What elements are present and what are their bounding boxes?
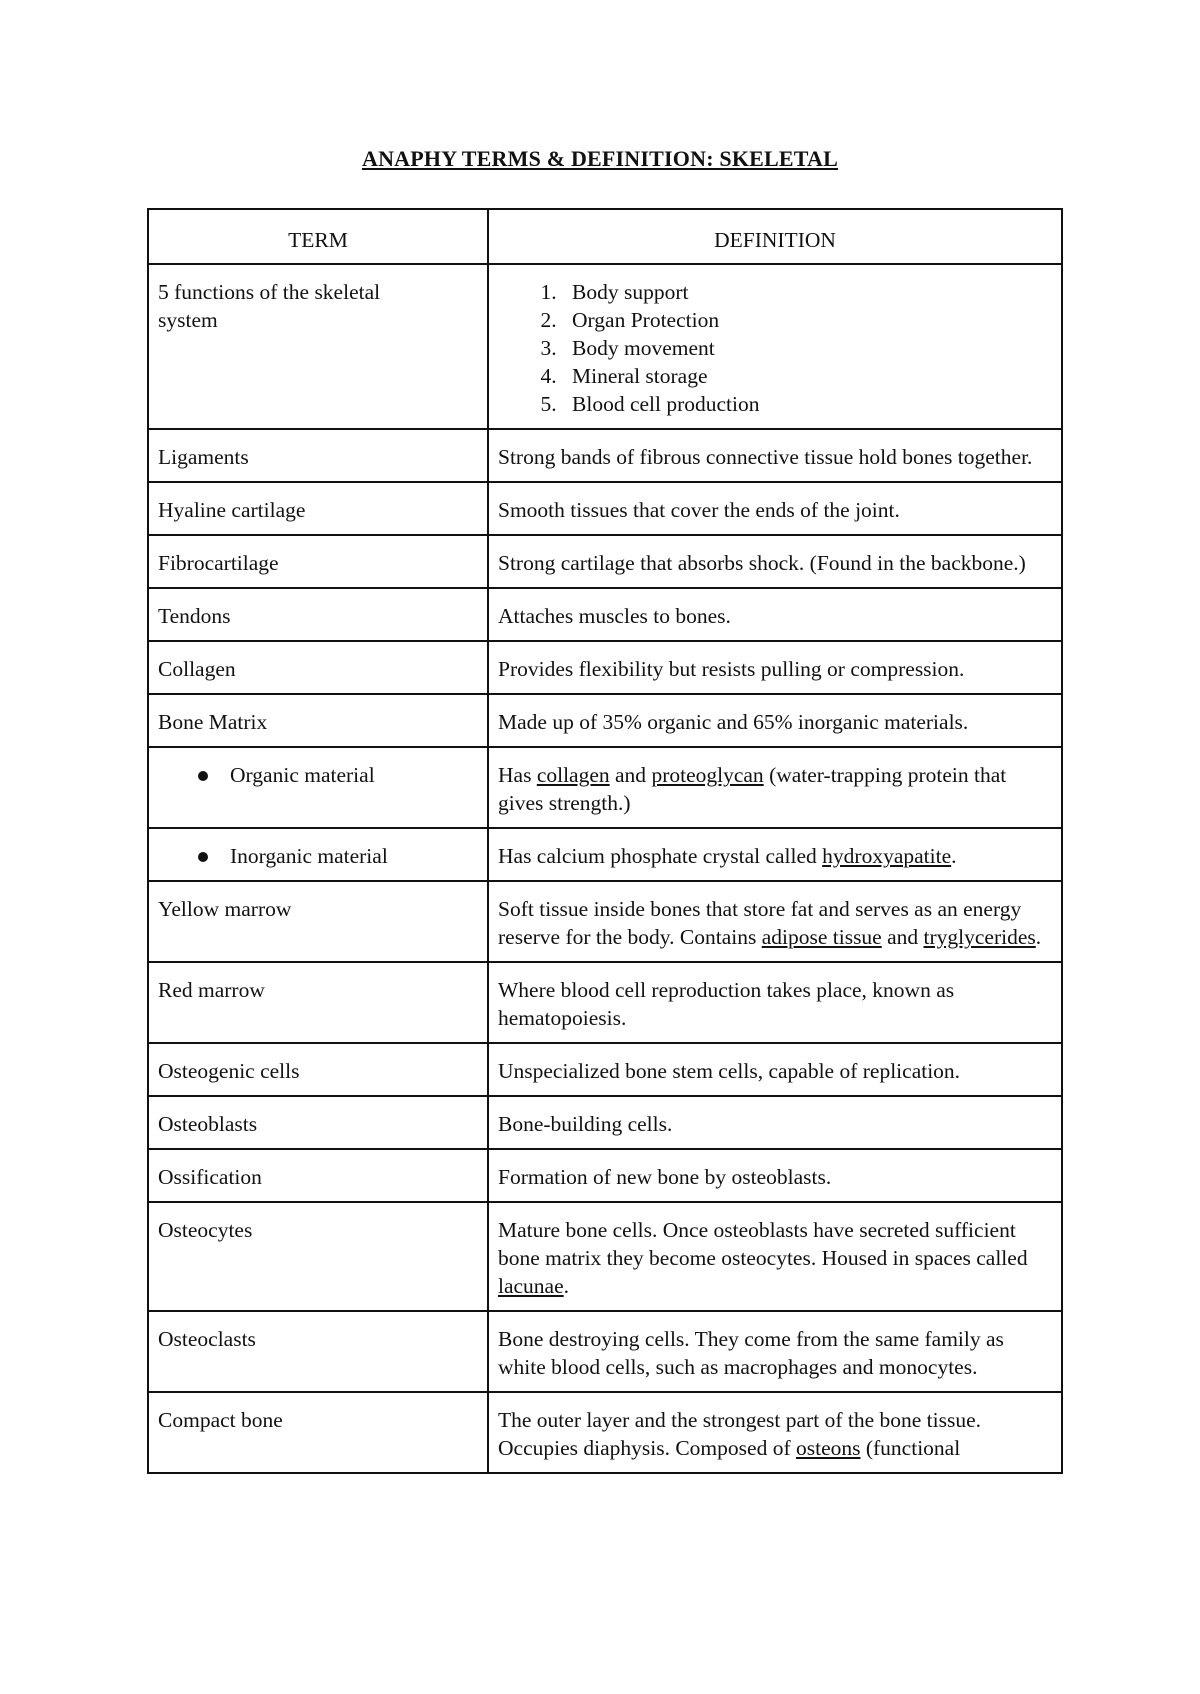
definition-cell <box>488 264 1062 429</box>
term-cell: Tendons <box>148 588 488 641</box>
term-cell: Osteocytes <box>148 1202 488 1311</box>
table-row <box>148 535 1062 588</box>
header-term: TERM <box>148 209 488 264</box>
term-cell <box>148 747 488 828</box>
table-row <box>148 482 1062 535</box>
list-item: 1. Body support <box>562 278 1052 306</box>
table-row <box>148 828 1062 881</box>
table-row <box>148 429 1062 482</box>
table-row <box>148 694 1062 747</box>
underlined-term: adipose tissue <box>761 925 882 949</box>
definition-cell: Has calcium phosphate crystal called hydroxyapatite. <box>488 828 1062 881</box>
table-row <box>148 641 1062 694</box>
term-cell: 5 functions of the skeletal system <box>148 264 488 429</box>
underlined-term: tryglycerides <box>923 925 1036 949</box>
underlined-term: proteoglycan <box>651 763 764 787</box>
table-row <box>148 1392 1062 1473</box>
list-item: 5. Blood cell production <box>562 390 1052 418</box>
table-row <box>148 264 1062 429</box>
term-cell: Osteoclasts <box>148 1311 488 1392</box>
list-item: 2. Organ Protection <box>562 306 1052 334</box>
definition-cell: Bone-building cells. <box>488 1096 1062 1149</box>
definition-cell: The outer layer and the strongest part of the bone tissue. Occupies diaphysis. Composed of osteons (functional <box>488 1392 1062 1473</box>
page-title: ANAPHY TERMS & DEFINITION: SKELETAL <box>362 146 838 171</box>
list-item: 4. Mineral storage <box>562 362 1052 390</box>
term-cell: Osteogenic cells <box>148 1043 488 1096</box>
term-cell: Fibrocartilage <box>148 535 488 588</box>
term-cell: Yellow marrow <box>148 881 488 962</box>
term-cell: Ossification <box>148 1149 488 1202</box>
definition-cell: Soft tissue inside bones that store fat and serves as an energy reserve for the body. Contains adipose tissue and tryglycerides. <box>488 881 1062 962</box>
term-cell: Bone Matrix <box>148 694 488 747</box>
term-cell: Ligaments <box>148 429 488 482</box>
table-row <box>148 1202 1062 1311</box>
term-cell: Osteoblasts <box>148 1096 488 1149</box>
term-cell: Hyaline cartilage <box>148 482 488 535</box>
table-row <box>148 881 1062 962</box>
functions-list <box>498 278 1052 418</box>
definition-cell: Attaches muscles to bones. <box>488 588 1062 641</box>
terms-table <box>147 208 1063 1474</box>
definition-cell: Strong bands of fibrous connective tissue hold bones together. <box>488 429 1062 482</box>
definition-cell: Strong cartilage that absorbs shock. (Found in the backbone.) <box>488 535 1062 588</box>
underlined-term: collagen <box>536 763 610 787</box>
term-label: Inorganic material <box>230 844 388 868</box>
table-row <box>148 1311 1062 1392</box>
definition-cell: Formation of new bone by osteoblasts. <box>488 1149 1062 1202</box>
bullet-icon <box>198 852 208 862</box>
definition-cell: Made up of 35% organic and 65% inorganic materials. <box>488 694 1062 747</box>
header-definition: DEFINITION <box>488 209 1062 264</box>
term-cell: Compact bone <box>148 1392 488 1473</box>
underlined-term: osteons <box>795 1436 861 1460</box>
definition-cell: Bone destroying cells. They come from the same family as white blood cells, such as macrophages and monocytes. <box>488 1311 1062 1392</box>
definition-cell: Has collagen and proteoglycan (water-trapping protein that gives strength.) <box>488 747 1062 828</box>
term-label: Organic material <box>230 763 375 787</box>
table-row <box>148 962 1062 1043</box>
table-row <box>148 747 1062 828</box>
definition-cell: Smooth tissues that cover the ends of the joint. <box>488 482 1062 535</box>
definition-cell: Where blood cell reproduction takes place, known as hematopoiesis. <box>488 962 1062 1043</box>
table-row <box>148 588 1062 641</box>
definition-cell: Mature bone cells. Once osteoblasts have secreted sufficient bone matrix they become osteocytes. Housed in spaces called lacunae. <box>488 1202 1062 1311</box>
underlined-term: hydroxyapatite <box>822 844 952 868</box>
term-cell: Collagen <box>148 641 488 694</box>
definition-cell: Unspecialized bone stem cells, capable of replication. <box>488 1043 1062 1096</box>
table-row <box>148 1096 1062 1149</box>
bullet-icon <box>198 771 208 781</box>
table-row <box>148 1149 1062 1202</box>
table-header-row <box>148 209 1062 264</box>
table-row <box>148 1043 1062 1096</box>
term-cell <box>148 828 488 881</box>
definition-cell: Provides flexibility but resists pulling or compression. <box>488 641 1062 694</box>
underlined-term: lacunae <box>498 1274 564 1298</box>
list-item: 3. Body movement <box>562 334 1052 362</box>
term-cell: Red marrow <box>148 962 488 1043</box>
